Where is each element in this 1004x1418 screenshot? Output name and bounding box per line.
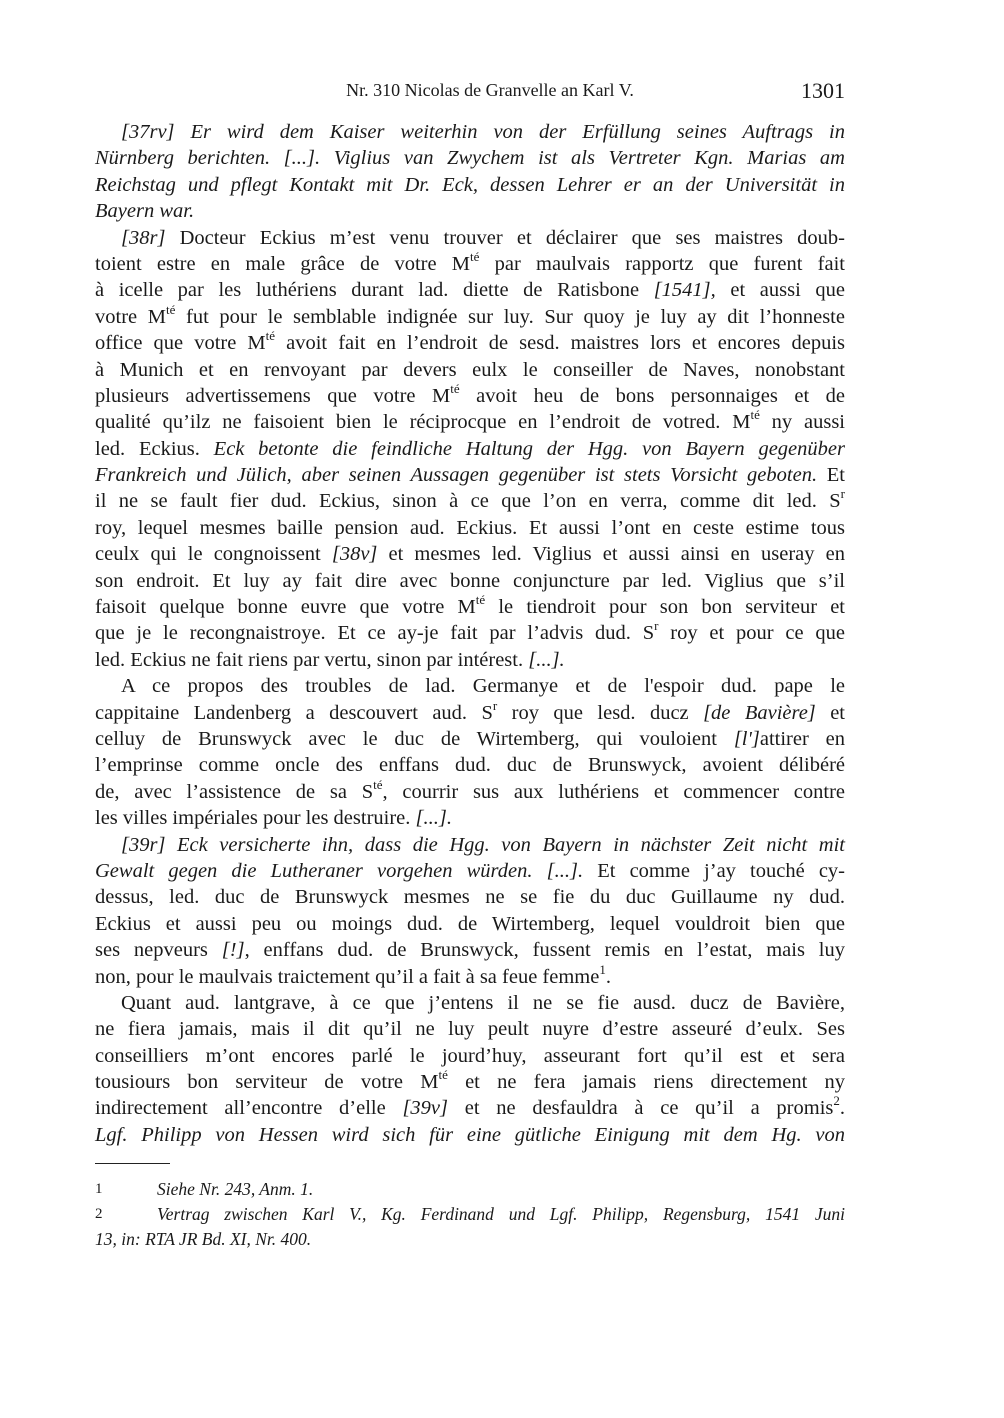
- text: .: [839, 1097, 845, 1120]
- text: , courrir sus aux luthériens et commencer contre: [382, 780, 846, 803]
- text: et aussi que: [715, 279, 845, 302]
- italic-text: Bayern war.: [95, 200, 195, 223]
- text-line: [95, 673, 845, 699]
- text: office que votre M: [95, 332, 266, 355]
- text: Eckius et aussi peu ou moings dud. de Wirtemberg, lequel vouldroit bien que: [95, 912, 845, 935]
- superscript: té: [475, 592, 486, 608]
- footnote-2: [95, 1202, 845, 1227]
- italic-text: [!]: [221, 939, 245, 962]
- footnote-text: Vertrag zwischen Karl V., Kg. Ferdinand und Lgf. Philipp, Regensburg, 1541 Juni: [157, 1204, 845, 1224]
- text: led. Eckius ne fait riens par vertu, sinon par intérest.: [95, 648, 529, 671]
- text-line: [95, 884, 845, 910]
- text: les villes impériales pour les destruire.: [95, 807, 416, 830]
- text: le tiendroit pour son bon serviteur et: [485, 596, 845, 619]
- italic-text: [38v]: [331, 543, 378, 566]
- text-line: [95, 248, 845, 277]
- text-line: [95, 225, 845, 251]
- superscript: té: [165, 301, 176, 317]
- text: avoit fait en l’endroit de sesd. maistres lors et encores depuis: [275, 332, 845, 355]
- text: , enffans dud. de Brunswyck, fussent remis en l’estat, mais luy: [244, 939, 845, 962]
- italic-text: Frankreich und Jülich, aber seinen Aussagen gegenüber ist stets Vorsicht geboten.: [95, 464, 818, 487]
- text-line: [95, 436, 845, 462]
- text: roy et pour ce que: [658, 622, 846, 645]
- text-line: [95, 647, 845, 673]
- text: par maulvais rapportz que furent fait: [479, 252, 845, 275]
- text: que je le recongnaistroye. Et ce ay-je fait par l’advis dud. S: [95, 622, 655, 645]
- superscript: r: [492, 697, 498, 713]
- text-line: [95, 990, 845, 1016]
- text: ceulx qui le congnoissent: [95, 543, 332, 566]
- text-line: [95, 488, 845, 514]
- text-line: [95, 145, 845, 171]
- text: et ne fera jamais riens directement ny: [447, 1071, 845, 1094]
- text: tousiours bon serviteur de votre M: [95, 1071, 439, 1094]
- text-line: [95, 1043, 845, 1069]
- text: Et: [817, 464, 845, 487]
- text: led. Eckius.: [95, 437, 214, 460]
- text: il ne se fault fier dud. Eckius, sinon à ce que l’on en verra, comme dit led. S: [95, 490, 841, 513]
- italic-text: [38r]: [121, 226, 166, 249]
- text: faisoit quelque bonne euvre que votre M: [95, 596, 476, 619]
- italic-text: Nürnberg berichten. [...]. Viglius van Zwychem ist als Vertreter Kgn. Marias am: [95, 147, 845, 170]
- superscript: 2: [833, 1093, 840, 1109]
- text: ses nepveurs: [95, 939, 222, 962]
- text: conseilliers m’ont encores parlé le jourd’huy, asseurant fort qu’il est et sera: [95, 1044, 845, 1067]
- text-line: [95, 330, 845, 356]
- superscript: té: [373, 776, 383, 792]
- text: attirer en: [759, 727, 845, 750]
- italic-text: [de Bavière]: [703, 701, 816, 724]
- superscript: r: [654, 618, 659, 634]
- italic-text: [37rv] Er wird dem Kaiser weiterhin von der Erfüllung seines Auftrags in: [121, 121, 845, 143]
- footnote-text: 13, in: RTA JR Bd. XI, Nr. 400.: [95, 1229, 312, 1249]
- text-line: [95, 515, 845, 541]
- text-line: [95, 119, 845, 145]
- text: votre M: [95, 305, 166, 328]
- text-line: [95, 409, 845, 435]
- superscript: r: [840, 486, 845, 502]
- italic-text: [...].: [528, 648, 565, 671]
- text: à Munich et en renvoyant par devers eulx le conseiller de Naves, nonobstant: [95, 358, 845, 381]
- italic-text: Eck betonte die feindliche Haltung der Hgg. von Bayern gegenüber: [213, 437, 845, 460]
- text: ne fiera jamais, mais il dit qu’il ne luy peult nuyre d’estre asseuré d’eulx. Ses: [95, 1018, 845, 1041]
- footnote-number: 2: [95, 1206, 103, 1222]
- text-line: [95, 858, 845, 884]
- text-line: [95, 961, 845, 990]
- text: ny aussi: [759, 411, 845, 434]
- text-line: [95, 568, 845, 594]
- italic-text: Lgf. Philipp von Hessen wird sich für eine gütliche Einigung mit dem Hg. von: [95, 1123, 845, 1146]
- text: .: [605, 965, 611, 988]
- text-line: [95, 172, 845, 198]
- running-title: Nr. 310 Nicolas de Granvelle an Karl V.: [346, 80, 634, 100]
- footnote-1: [95, 1177, 845, 1202]
- text-line: [95, 752, 845, 778]
- superscript: té: [438, 1067, 448, 1083]
- text-line: [95, 805, 845, 831]
- text-line: [95, 1122, 845, 1148]
- body-text: [95, 119, 845, 1148]
- text-line: [95, 594, 845, 620]
- italic-text: [...].: [415, 807, 452, 830]
- superscript: té: [750, 407, 760, 423]
- page-header: [95, 78, 845, 108]
- italic-text: Gewalt gegen die Lutheraner vorgehen würden. [...].: [95, 859, 584, 882]
- text-line: [95, 277, 845, 303]
- superscript: té: [470, 248, 480, 264]
- text-line: [95, 620, 845, 646]
- text: Quant aud. lantgrave, à ce que j’entens il ne se fie ausd. ducz de Bavière,: [121, 991, 845, 1014]
- superscript: 1: [599, 961, 606, 977]
- text: fut pour le semblable indignée sur luy. Sur quoy je luy ay dit l’honneste: [175, 305, 845, 328]
- text: celluy de Brunswyck avec le duc de Wirtemberg, qui vouloient: [95, 727, 734, 750]
- text: son endroit. Et luy ay fait dire avec bonne conjuncture par led. Viglius que s’il: [95, 569, 845, 592]
- text-line: [95, 697, 845, 726]
- superscript: té: [265, 328, 276, 344]
- text-line: [95, 911, 845, 937]
- text: roy, lequel mesmes baille pension aud. Eckius. Et aussi l’ont en ceste estime tous: [95, 516, 845, 539]
- italic-text: [39v]: [402, 1097, 448, 1120]
- text: de, avec l’assistence de sa S: [95, 780, 374, 803]
- text: Et comme j’ay touché cy-: [583, 859, 846, 882]
- text: l’emprinse comme oncle des enffans dud. duc de Brunswyck, avoient délibéré: [95, 754, 845, 777]
- italic-text: Reichstag und pflegt Kontakt mit Dr. Eck, dessen Lehrer er an der Universität in: [95, 173, 845, 196]
- italic-text: [39r] Eck versicherte ihn, dass die Hgg. von Bayern in nächster Zeit nicht mit: [121, 833, 845, 856]
- text: et ne desfauldra à ce qu’il a promis: [448, 1097, 834, 1120]
- text: roy que lesd. ducz: [497, 701, 704, 724]
- text: et: [815, 701, 845, 724]
- text: et mesmes led. Viglius et aussi ainsi en useray en: [377, 543, 845, 566]
- text-line: [95, 776, 846, 805]
- italic-text: [1541],: [653, 279, 716, 302]
- text-line: [95, 380, 845, 409]
- footnote-divider: [95, 1163, 170, 1164]
- text-line: [95, 726, 845, 752]
- text-line: [95, 937, 845, 963]
- footnotes: [95, 1177, 845, 1252]
- superscript: té: [450, 380, 460, 396]
- text: plusieurs advertissemens que votre M: [95, 384, 451, 407]
- text: Docteur Eckius m’est venu trouver et déclairer que ses maistres doub-: [165, 226, 845, 249]
- text: non, pour le maulvais traictement qu’il a fait à sa feue femme: [95, 965, 600, 988]
- text: qualité qu’ilz ne faisoient bien le réciprocque en l’endroit de votred. M: [95, 411, 751, 434]
- text-line: [95, 198, 845, 224]
- text: A ce propos des troubles de lad. Germanye et de l'espoir dud. pape le: [121, 675, 845, 698]
- text-line: [95, 1016, 845, 1042]
- text-line: [95, 541, 845, 567]
- text: à icelle par les luthériens durant lad. diette de Ratisbone: [95, 279, 654, 302]
- page-number: 1301: [801, 78, 845, 103]
- text: toient estre en male grâce de votre M: [95, 252, 471, 275]
- text-line: [95, 301, 845, 330]
- footnote-number: 1: [95, 1181, 103, 1197]
- text-line: [95, 1095, 845, 1121]
- footnote-2-continuation: [95, 1227, 845, 1252]
- text-line: [95, 832, 845, 858]
- italic-text: [l']: [733, 727, 760, 750]
- text: indirectement all’encontre d’elle: [95, 1097, 403, 1120]
- footnote-text: Siehe Nr. 243, Anm. 1.: [157, 1179, 314, 1199]
- text-line: [95, 462, 845, 488]
- text: cappitaine Landenberg a descouvert aud. S: [95, 701, 493, 724]
- text: avoit heu de bons personnaiges et de: [459, 384, 845, 407]
- text-line: [95, 1069, 845, 1095]
- text-line: [95, 357, 845, 383]
- text: dessus, led. duc de Brunswyck mesmes ne se fie du duc Guillaume ny dud.: [95, 886, 845, 909]
